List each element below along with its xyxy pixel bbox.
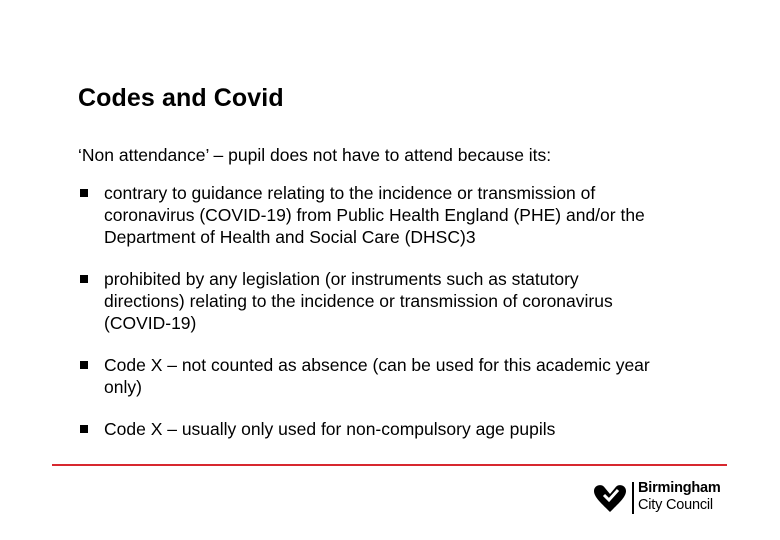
- bullet-text: contrary to guidance relating to the incidence or transmission of coronavirus (COVID-19) from Public Health England (PHE) and/or the Department of Health and Social Care (DHSC)3: [104, 183, 645, 247]
- bullet-item: [78, 354, 658, 398]
- slide-title: Codes and Covid: [78, 84, 284, 112]
- logo-divider: [632, 482, 634, 514]
- bullet-list: [78, 182, 658, 440]
- bullet-text: prohibited by any legislation (or instruments such as statutory directions) relating to the incidence or transmission of coronavirus (COVID-19): [104, 269, 613, 333]
- bullet-text: Code X – not counted as absence (can be used for this academic year only): [104, 355, 650, 397]
- birmingham-heart-logo-icon: [592, 483, 628, 513]
- bullet-item: [78, 182, 658, 248]
- bullet-square-icon: [80, 425, 88, 433]
- birmingham-city-council-logo: [592, 480, 732, 516]
- intro-text: ‘Non attendance’ – pupil does not have to attend because its:: [78, 145, 552, 165]
- logo-text-line1: Birmingham: [638, 480, 721, 496]
- bullet-item: [78, 418, 658, 440]
- footer-divider: [52, 464, 727, 466]
- bullet-text: Code X – usually only used for non-compulsory age pupils: [104, 419, 556, 439]
- bullet-item: [78, 268, 658, 334]
- bullet-square-icon: [80, 275, 88, 283]
- logo-text-line2: City Council: [638, 497, 713, 513]
- bullet-square-icon: [80, 361, 88, 369]
- bullet-square-icon: [80, 189, 88, 197]
